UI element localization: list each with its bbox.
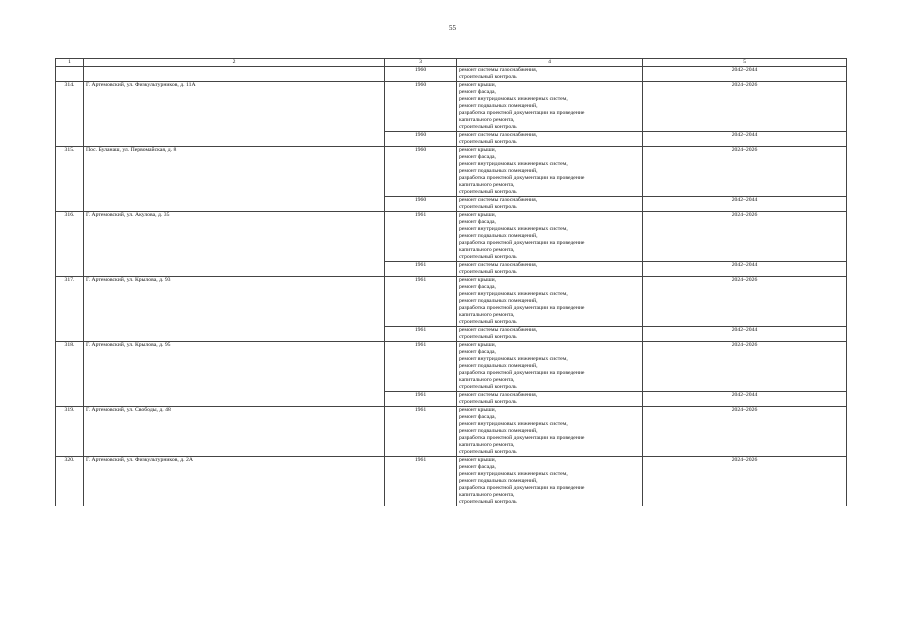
work-item: капитального ремонта, [459, 492, 515, 498]
work-item: ремонт внутридомовых инженерных систем, [459, 356, 568, 362]
row-year: 1960 [385, 132, 457, 147]
work-item: капитального ремонта, [459, 442, 515, 448]
work-item: ремонт крыши, [459, 342, 497, 348]
row-period: 2024–2026 [643, 342, 847, 392]
row-address: Г. Артемовский, ул. Акулова, д. 35 [84, 212, 385, 277]
row-year: 1961 [385, 457, 457, 507]
column-header-3: 3 [385, 59, 457, 67]
work-item: ремонт внутридомовых инженерных систем, [459, 421, 568, 427]
work-item: ремонт фасада, [459, 349, 496, 355]
row-period: 2042–2044 [643, 197, 847, 212]
row-address: Пос. Буланаш, ул. Первомайская, д. 8 [84, 147, 385, 212]
row-works [457, 407, 643, 457]
column-header-2: 2 [84, 59, 385, 67]
work-item: ремонт внутридомовых инженерных систем, [459, 226, 568, 232]
work-item: ремонт подвальных помещений, [459, 363, 538, 369]
row-address: Г. Артемовский, ул. Крылова, д. 93 [84, 277, 385, 342]
work-item: разработка проектной документации на проведение [459, 370, 585, 376]
work-item: строительный контроль [459, 334, 517, 340]
work-item: строительный контроль [459, 319, 517, 325]
work-item: ремонт крыши, [459, 82, 497, 88]
row-year: 1960 [385, 67, 457, 82]
row-address: Г. Артемовский, ул. Физкультурников, д. 11А [84, 82, 385, 147]
work-item: строительный контроль [459, 124, 517, 130]
row-year: 1961 [385, 327, 457, 342]
row-works [457, 197, 643, 212]
row-number: 314. [56, 82, 84, 147]
work-item: ремонт крыши, [459, 212, 497, 218]
work-item: строительный контроль [459, 399, 517, 405]
row-works [457, 327, 643, 342]
row-works [457, 392, 643, 407]
table-body [56, 67, 847, 507]
work-item: разработка проектной документации на проведение [459, 110, 585, 116]
row-address: Г. Артемовский, ул. Свободы, д. 48 [84, 407, 385, 457]
work-item: ремонт подвальных помещений, [459, 478, 538, 484]
row-period: 2042–2044 [643, 262, 847, 277]
row-number: 319. [56, 407, 84, 457]
row-period: 2024–2026 [643, 147, 847, 197]
work-item: ремонт крыши, [459, 457, 497, 463]
work-item: разработка проектной документации на проведение [459, 485, 585, 491]
work-item: ремонт подвальных помещений, [459, 233, 538, 239]
work-item: ремонт фасада, [459, 414, 496, 420]
table-row [56, 407, 847, 457]
row-works [457, 82, 643, 132]
work-item: строительный контроль [459, 254, 517, 260]
column-header-1: 1 [56, 59, 84, 67]
row-year: 1961 [385, 277, 457, 327]
work-item: ремонт фасада, [459, 89, 496, 95]
work-item: строительный контроль [459, 384, 517, 390]
row-number: 320. [56, 457, 84, 507]
row-year: 1961 [385, 342, 457, 392]
work-item: ремонт подвальных помещений, [459, 298, 538, 304]
page-number: 55 [449, 24, 456, 32]
row-works [457, 212, 643, 262]
work-item: ремонт фасада, [459, 284, 496, 290]
work-item: разработка проектной документации на проведение [459, 240, 585, 246]
table-row [56, 82, 847, 132]
table-row [56, 67, 847, 82]
table-row [56, 277, 847, 327]
work-item: ремонт подвальных помещений, [459, 103, 538, 109]
work-item: ремонт внутридомовых инженерных систем, [459, 291, 568, 297]
work-item: разработка проектной документации на проведение [459, 435, 585, 441]
work-item: строительный контроль [459, 449, 517, 455]
work-item: ремонт системы газоснабжения, [459, 262, 538, 268]
row-period: 2024–2026 [643, 407, 847, 457]
table-row [56, 212, 847, 262]
row-period: 2024–2026 [643, 457, 847, 507]
row-year: 1960 [385, 82, 457, 132]
row-period: 2024–2026 [643, 212, 847, 262]
work-item: ремонт подвальных помещений, [459, 168, 538, 174]
row-year: 1960 [385, 197, 457, 212]
row-year: 1961 [385, 392, 457, 407]
work-item: ремонт фасада, [459, 219, 496, 225]
row-works [457, 67, 643, 82]
work-item: разработка проектной документации на проведение [459, 175, 585, 181]
work-item: ремонт системы газоснабжения, [459, 392, 538, 398]
repair-schedule-table [55, 58, 847, 506]
table-row [56, 457, 847, 507]
row-year: 1961 [385, 407, 457, 457]
work-item: строительный контроль [459, 269, 517, 275]
row-works [457, 262, 643, 277]
row-number: 316. [56, 212, 84, 277]
row-number: 317. [56, 277, 84, 342]
column-header-4: 4 [457, 59, 643, 67]
work-item: капитального ремонта, [459, 312, 515, 318]
work-item: строительный контроль [459, 189, 517, 195]
row-address [84, 67, 385, 82]
work-item: ремонт системы газоснабжения, [459, 197, 538, 203]
work-item: строительный контроль [459, 499, 517, 505]
work-item: строительный контроль [459, 204, 517, 210]
work-item: капитального ремонта, [459, 247, 515, 253]
work-item: ремонт системы газоснабжения, [459, 67, 538, 73]
work-item: ремонт внутридомовых инженерных систем, [459, 96, 568, 102]
work-item: ремонт фасада, [459, 464, 496, 470]
work-item: капитального ремонта, [459, 377, 515, 383]
row-works [457, 132, 643, 147]
work-item: ремонт внутридомовых инженерных систем, [459, 471, 568, 477]
work-item: ремонт крыши, [459, 407, 497, 413]
row-year: 1961 [385, 262, 457, 277]
row-address: Г. Артемовский, ул. Крылова, д. 95 [84, 342, 385, 407]
work-item: ремонт системы газоснабжения, [459, 327, 538, 333]
work-item: ремонт крыши, [459, 277, 497, 283]
work-item: строительный контроль [459, 74, 517, 80]
row-works [457, 277, 643, 327]
row-works [457, 342, 643, 392]
work-item: ремонт системы газоснабжения, [459, 132, 538, 138]
row-works [457, 147, 643, 197]
row-period: 2042–2044 [643, 67, 847, 82]
work-item: разработка проектной документации на проведение [459, 305, 585, 311]
work-item: ремонт внутридомовых инженерных систем, [459, 161, 568, 167]
work-item: ремонт подвальных помещений, [459, 428, 538, 434]
row-number: 318. [56, 342, 84, 407]
column-header-5: 5 [643, 59, 847, 67]
row-period: 2042–2044 [643, 132, 847, 147]
table-row [56, 147, 847, 197]
header-row [56, 59, 847, 67]
work-item: капитального ремонта, [459, 117, 515, 123]
row-works [457, 457, 643, 507]
row-address: Г. Артемовский, ул. Физкультурников, д. 2А [84, 457, 385, 507]
row-period: 2042–2044 [643, 392, 847, 407]
table-row [56, 342, 847, 392]
work-item: строительный контроль [459, 139, 517, 145]
row-year: 1961 [385, 212, 457, 262]
work-item: капитального ремонта, [459, 182, 515, 188]
work-item: ремонт крыши, [459, 147, 497, 153]
row-number [56, 67, 84, 82]
work-item: ремонт фасада, [459, 154, 496, 160]
row-period: 2024–2026 [643, 82, 847, 132]
row-number: 315. [56, 147, 84, 212]
row-period: 2024–2026 [643, 277, 847, 327]
row-period: 2042–2044 [643, 327, 847, 342]
row-year: 1960 [385, 147, 457, 197]
